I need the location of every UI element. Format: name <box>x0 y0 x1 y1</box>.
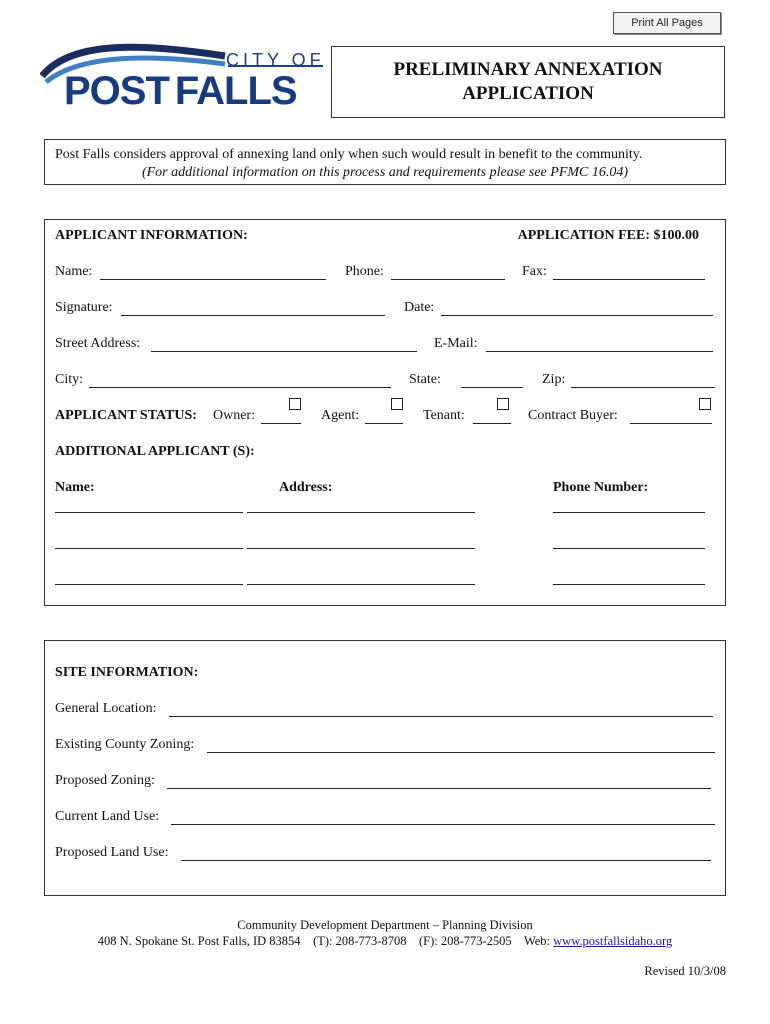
signature-field[interactable] <box>121 315 385 316</box>
additional-name-field-3[interactable] <box>55 584 243 585</box>
additional-name-field-1[interactable] <box>55 512 243 513</box>
name-label: Name: <box>55 264 93 279</box>
additional-applicant-heading: ADDITIONAL APPLICANT (S): <box>55 444 255 459</box>
additional-address-field-2[interactable] <box>247 548 475 549</box>
application-fee: APPLICATION FEE: $100.00 <box>517 228 699 243</box>
phone-field[interactable] <box>391 279 505 280</box>
street-address-field[interactable] <box>151 351 417 352</box>
email-field[interactable] <box>486 351 713 352</box>
intro-text: Post Falls considers approval of annexing land only when such would result in benefit to the community. <box>55 147 643 162</box>
proposed-zoning-field[interactable] <box>167 788 711 789</box>
additional-phone-header: Phone Number: <box>553 480 649 495</box>
name-field[interactable] <box>100 279 326 280</box>
tenant-checkbox[interactable] <box>497 398 509 410</box>
intro-notice <box>44 139 726 185</box>
footer-web-label: Web: <box>523 934 551 948</box>
site-section <box>44 640 726 896</box>
logo-post-text: POST <box>64 69 169 113</box>
additional-phone-field-2[interactable] <box>553 548 705 549</box>
form-title <box>331 46 725 118</box>
signature-label: Signature: <box>55 300 113 315</box>
footer-web-link[interactable]: www.postfallsidaho.org <box>553 934 673 948</box>
contract-buyer-label: Contract Buyer: <box>528 408 618 423</box>
additional-address-header: Address: <box>279 480 333 495</box>
additional-address-field-3[interactable] <box>247 584 475 585</box>
additional-name-header: Name: <box>55 480 95 495</box>
logo-city-of-text: CITY OF <box>226 50 325 70</box>
owner-label: Owner: <box>213 408 255 423</box>
footer-contact <box>0 934 770 949</box>
title-line-1: PRELIMINARY ANNEXATION <box>393 59 663 80</box>
owner-checkbox[interactable] <box>289 398 301 410</box>
footer-department: Community Development Department – Planning Division <box>237 918 533 932</box>
additional-phone-field-1[interactable] <box>553 512 705 513</box>
state-field[interactable] <box>461 387 523 388</box>
city-label: City: <box>55 372 84 387</box>
city-field[interactable] <box>89 387 391 388</box>
agent-checkbox[interactable] <box>391 398 403 410</box>
additional-name-field-2[interactable] <box>55 548 243 549</box>
tenant-line <box>473 423 511 424</box>
print-all-pages-button[interactable]: Print All Pages <box>613 12 721 34</box>
proposed-zoning-label: Proposed Zoning: <box>55 773 155 788</box>
state-label: State: <box>409 372 441 387</box>
current-land-use-label: Current Land Use: <box>55 809 160 824</box>
proposed-land-use-label: Proposed Land Use: <box>55 845 169 860</box>
agent-line <box>365 423 403 424</box>
county-zoning-field[interactable] <box>207 752 715 753</box>
footer-fax: (F): 208-773-2505 <box>418 934 512 948</box>
city-logo <box>40 42 325 114</box>
general-location-label: General Location: <box>55 701 157 716</box>
zip-field[interactable] <box>571 387 715 388</box>
street-address-label: Street Address: <box>55 336 141 351</box>
title-line-2: APPLICATION <box>462 83 594 104</box>
revision-date: Revised 10/3/08 <box>644 964 726 978</box>
applicant-section <box>44 219 726 606</box>
current-land-use-field[interactable] <box>171 824 715 825</box>
date-label: Date: <box>404 300 435 315</box>
county-zoning-label: Existing County Zoning: <box>55 737 195 752</box>
contract-buyer-line <box>630 423 712 424</box>
fax-label: Fax: <box>522 264 547 279</box>
site-heading: SITE INFORMATION: <box>55 665 199 680</box>
owner-line <box>261 423 301 424</box>
intro-reference: (For additional information on this process and requirements please see PFMC 16.04) <box>141 165 629 180</box>
contract-buyer-checkbox[interactable] <box>699 398 711 410</box>
agent-label: Agent: <box>321 408 360 423</box>
fax-field[interactable] <box>553 279 705 280</box>
logo-falls-text: FALLS <box>174 69 297 113</box>
additional-address-field-1[interactable] <box>247 512 475 513</box>
tenant-label: Tenant: <box>423 408 465 423</box>
applicant-status-label: APPLICANT STATUS: <box>55 408 197 423</box>
applicant-heading: APPLICANT INFORMATION: <box>55 228 248 243</box>
email-label: E-Mail: <box>434 336 478 351</box>
general-location-field[interactable] <box>169 716 713 717</box>
date-field[interactable] <box>441 315 713 316</box>
footer-phone: (T): 208-773-8708 <box>313 934 407 948</box>
logo-wordmark <box>64 71 297 111</box>
phone-label: Phone: <box>345 264 384 279</box>
footer-address: 408 N. Spokane St. Post Falls, ID 83854 <box>97 934 301 948</box>
zip-label: Zip: <box>542 372 566 387</box>
additional-phone-field-3[interactable] <box>553 584 705 585</box>
proposed-land-use-field[interactable] <box>181 860 711 861</box>
